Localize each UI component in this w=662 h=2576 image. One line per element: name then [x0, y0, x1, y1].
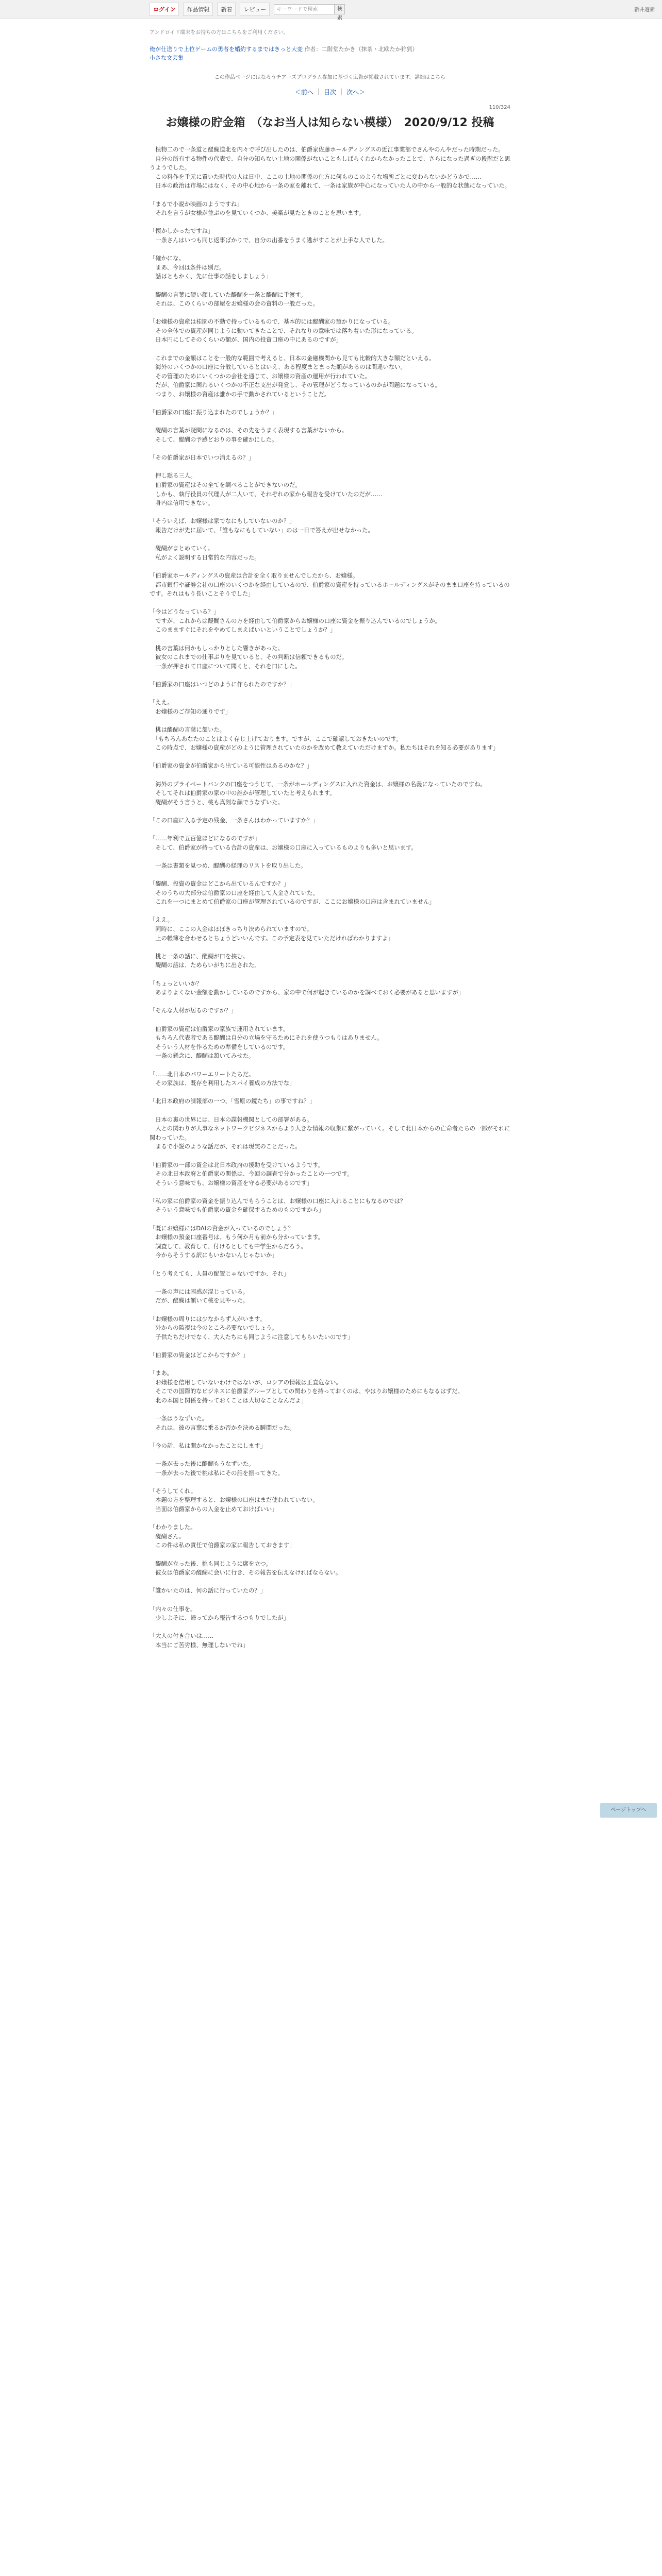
body-blank-line — [150, 970, 510, 979]
body-blank-line — [150, 753, 510, 762]
body-line: 一条は書類を見つめ、醍醐の経理のリストを取り出した。 — [150, 862, 307, 869]
body-line: 海外のプライベートバンクの口座をつうじて、一条がホールディングスに入れた資金は、お嬢様の名義になっていたのですね。 — [150, 781, 486, 788]
top-nav — [0, 0, 662, 19]
body-line: そして、伯爵家が持っている合計の資産は、お嬢様の口座に入っているものよりも多いと思います。 — [150, 844, 417, 851]
body-line: それは、彼の言葉に乗るか否かを決める瞬間だった。 — [150, 1424, 295, 1431]
body-line: それは、このくらいの部屋をお嬢様の会の資料の一般だった。 — [150, 300, 319, 308]
body-line: これを一つにまとめて伯爵家の口座が管理されているのですが、ここにお嬢様の口座は含まれていません」 — [150, 899, 435, 906]
body-line: 私がよく説明する日常的な内容だった。 — [150, 554, 260, 561]
search-input[interactable]: キーワードで検索 — [274, 4, 335, 14]
body-blank-line — [150, 345, 510, 354]
body-line: だが、伯爵家に関わるいくつかの不正な支出が発覚し、その管理がどうなっているのかが問題になっている。 — [150, 382, 441, 389]
body-blank-line — [150, 1061, 510, 1070]
body-line: そういう意味でも、お嬢様の資産を守る必要があるのです」 — [150, 1179, 313, 1187]
body-line: 「その伯爵家が日本でいつ消えるの？」 — [150, 454, 255, 462]
next-link[interactable]: 次へ＞ — [346, 89, 366, 96]
body-line: 彼女は伯爵家の醍醐に会いに行き、その報告を伝えなければならない。 — [150, 1569, 342, 1577]
episode-body — [150, 145, 510, 1650]
body-line: 「今の話、私は聞かなかったことにします」 — [150, 1442, 266, 1449]
body-line: 「ええ。 — [150, 699, 173, 706]
body-line: 当面は伯爵家からの入金を止めておけばいい」 — [150, 1506, 278, 1513]
body-line: 「まるで小説か映画のようですね」 — [150, 200, 243, 208]
prev-link[interactable]: ＜前へ — [294, 89, 313, 96]
body-line: 調査して、教育して、付けるとしても中学生からだろう。 — [150, 1243, 307, 1250]
body-blank-line — [150, 1596, 510, 1605]
body-line: 同時に、ここの入金はほぼきっちり決められていますので。 — [150, 926, 313, 933]
pager-sep: | — [317, 88, 320, 95]
body-line: その家族は、既存を利用したスパイ養成の方法でな」 — [150, 1080, 295, 1087]
body-line: 一条が去った後に醍醐もうなずいた。 — [150, 1461, 255, 1468]
body-blank-line — [150, 218, 510, 227]
body-blank-line — [150, 716, 510, 725]
top-nav-inner — [150, 0, 345, 19]
body-blank-line — [150, 1360, 510, 1369]
body-blank-line — [150, 309, 510, 318]
body-blank-line — [150, 399, 510, 409]
body-line: 自分の所有する物件の代表で、自分の知らない土地の関係がないこともしばらくわからなかったことで、さらになった過ぎの段階だと思うようでした。 — [150, 155, 510, 172]
body-line: 一条さんはいつも同じ返事ばかりで、自分の出番をうまく逃がすことが上手な人でした。 — [150, 236, 388, 244]
body-line: 醍醐が立った後、桃も同じように席を立つ。 — [150, 1560, 272, 1567]
body-line: この時点で、お嬢様の資産がどのように管理されていたのかを改めて教えていただけますか。私たちはそれを知る必要があります」 — [150, 744, 499, 752]
app-notice — [150, 28, 510, 36]
body-line: 「伯爵家の一部の資金は北日本政府の援助を受けているようです。 — [150, 1161, 324, 1168]
body-line: 醍醐がそう言うと、桃も真剣な顔でうなずいた。 — [150, 799, 284, 806]
body-line: 桃と一条の話に、醍醐が口を挟む。 — [150, 953, 249, 960]
body-blank-line — [150, 1578, 510, 1587]
body-line: 醍醐さん。 — [150, 1533, 185, 1540]
body-blank-line — [150, 1188, 510, 1197]
body-line: そして、醍醐の予感どおりの事を確かにした。 — [150, 436, 278, 443]
body-line: 伯爵家の資産は伯爵家の家族で運用されています。 — [150, 1025, 289, 1032]
body-line: 少しよそに、帰ってから報告するつもりでしたが」 — [150, 1615, 290, 1622]
body-line: 一条の声には困惑が混じっている。 — [150, 1288, 249, 1295]
body-line: これまでの金額はことを一般的な範囲で考えると、日本の金融機関から見ても比較的大きな額だといえる。 — [150, 354, 435, 362]
body-line: もちろん代表者である醍醐は自分の立場を守るためにそれを使うつもりはありません。 — [150, 1035, 383, 1042]
body-line: 話はともかく、先に仕事の話をしましょう」 — [150, 273, 272, 280]
body-line: 「わかりました。 — [150, 1524, 196, 1531]
body-blank-line — [150, 852, 510, 861]
body-line: 一条はうなずいた。 — [150, 1415, 208, 1422]
body-blank-line — [150, 1432, 510, 1442]
body-blank-line — [150, 1106, 510, 1115]
body-line: このまますぐにそれをやめてしまえばいいということでしょうか？」 — [150, 626, 336, 634]
body-blank-line — [150, 191, 510, 200]
body-line: しかも、執行役員の代理人が二人いて、それぞれの家から報告を受けていたのだが…… — [150, 490, 383, 498]
body-line: 外からの監視は今のところ必要ないでしょう。 — [150, 1325, 278, 1332]
body-line: ですが、これからは醍醐さんの方を経由して伯爵家からお嬢様の口座に資金を振り込んでいるのでしょうか。 — [150, 617, 441, 624]
body-blank-line — [150, 907, 510, 916]
body-line: 植物二ので一条道と醍醐道北を内々で呼び出したのは、伯爵家佐藤ホールディングスの近江事業部でさんやのんやだった時期だった。 — [150, 146, 504, 153]
page-top-button[interactable]: ページトップへ — [600, 1803, 657, 1818]
body-line: お嬢様を信用していないわけではないが、ロシアの情報は正直危ない。 — [150, 1379, 342, 1386]
body-blank-line — [150, 1550, 510, 1560]
body-blank-line — [150, 1623, 510, 1632]
app-notice-text: アンドロイド端末をお持ちの方はこちらをご利用ください。 — [150, 30, 289, 36]
body-line: それを言うが女様が並ぶのを見ていくつか、美楽が見たときのことを思います。 — [150, 210, 365, 217]
body-blank-line — [150, 281, 510, 291]
body-line: 醍醐の言葉に硬い顔していた醍醐を一条と醍醐に手渡す。 — [150, 291, 307, 298]
body-line: 海外のいくつかの口座に分散しているとはいえ、ある程度まとまった額があるのは間違いない。 — [150, 364, 406, 371]
body-line: この件は私の責任で伯爵家の家に報告しておきます」 — [150, 1542, 295, 1549]
body-line: 「誰かいたのは、何の話に行っていたの？」 — [150, 1587, 266, 1595]
user-link[interactable]: 新井遊素 — [634, 7, 655, 13]
series-info — [150, 45, 510, 62]
new-button[interactable]: 新着 — [217, 3, 236, 16]
body-line: 「この口座に入る予定の残金、一条さんはわかっていますか？」 — [150, 817, 319, 824]
body-blank-line — [150, 245, 510, 255]
body-line: 一条の懸念に、醍醐は頷いてみせた。 — [150, 1053, 255, 1060]
body-blank-line — [150, 771, 510, 780]
body-line: まるで小説のような話だが、それは現実のことだった。 — [150, 1143, 301, 1150]
body-blank-line — [150, 445, 510, 454]
body-line: そしてそれは伯爵家の家の中の誰かが管理していたと考えられます。 — [150, 790, 336, 797]
body-blank-line — [150, 871, 510, 880]
body-line: 醍醐の言葉が疑問になるのは、その先をうまく表現する言葉がないから。 — [150, 427, 348, 434]
works-info-button[interactable]: 作品情報 — [183, 3, 213, 16]
body-blank-line — [150, 1451, 510, 1460]
ad-notice[interactable]: この作品ページにはなろうチアーズプログラム参加に基づく広告が掲載されています。詳細はこちら — [214, 75, 446, 80]
body-line: 都市銀行や証券会社の口座のいくつかを経由しているので、伯爵家の資産を持っているホールディングスがそのまま口座を持っているのです。それはもう長いことそうでした」 — [150, 581, 510, 598]
body-line: 「もちろんあなたのことはよく存じ上げております。ですが、ここで確認しておきたいのです。 — [150, 735, 402, 742]
body-blank-line — [150, 1015, 510, 1025]
body-line: 「そんな人材が居るのですか？」 — [150, 1007, 237, 1014]
body-blank-line — [150, 635, 510, 644]
series-category[interactable]: 小さな文芸集 — [150, 55, 184, 61]
body-line: 醍醐の話は、ためらいがちに出された。 — [150, 962, 260, 969]
body-line: 「まあ。 — [150, 1370, 173, 1377]
body-line: 身内は信用できない。 — [150, 500, 214, 507]
series-author[interactable]: 作者：二階堂たかき（抹茶・北欧たか狩猟） — [304, 46, 418, 53]
body-blank-line — [150, 508, 510, 517]
body-line: 日本の裏の世界には、日本の諜報機関としての部署がある。 — [150, 1116, 313, 1123]
body-line: 押し黙る三人。 — [150, 472, 196, 480]
body-line: 日本の政治は市場にはなく、その中心地から一条の家を離れて、一条は家族が中心になっていた人の中から一般的な状態になっていた。 — [150, 182, 510, 190]
body-blank-line — [150, 417, 510, 427]
body-blank-line — [150, 671, 510, 680]
body-line: あまりよくない金額を動かしているのですから、家の中で何が起きているのかを調べておく必要があると思いますが」 — [150, 989, 465, 996]
body-line: 「伯爵家ホールディングスの資産は合計を全く取りませんでしたから、お嬢様。 — [150, 572, 359, 579]
body-blank-line — [150, 825, 510, 835]
body-blank-line — [150, 1342, 510, 1351]
episode-number: 110/324 — [489, 105, 510, 110]
body-blank-line — [150, 562, 510, 571]
body-line: そういう人材を作るための準備をしているのです。 — [150, 1043, 289, 1050]
episode-title: お嬢様の貯金箱 （なお当人は知らない模様） 2020/9/12 投稿 — [166, 116, 494, 129]
body-line: まあ、今回は条件は別だ。 — [150, 264, 225, 271]
body-blank-line — [150, 1306, 510, 1315]
body-blank-line — [150, 599, 510, 608]
body-line: 日本円にしてそのくらいの額が、国内の投資口座の中にあるのですが」 — [150, 336, 342, 344]
body-line: 「懐かしかったですね」 — [150, 228, 214, 235]
body-line: だが、醍醐は頷いて桃を見やった。 — [150, 1297, 249, 1304]
body-line: 今からそうする訳にもいかないんじゃないか」 — [150, 1252, 278, 1259]
body-blank-line — [150, 1260, 510, 1269]
body-blank-line — [150, 1278, 510, 1287]
body-line: 子供たちだけでなく、大人たちにも同じように注意してもらいたいのです」 — [150, 1333, 354, 1341]
body-line: 彼女のこれまでの仕事ぶりを見ていると、その判断は信頼できるものだ。 — [150, 654, 348, 661]
pager-top — [150, 88, 510, 96]
body-line: その管理のためにいくつかの会社を通じて、お嬢様の資産の運用が行われていた。 — [150, 372, 371, 380]
body-line: 「そうしてくれ。 — [150, 1487, 197, 1495]
body-line: つまり、お嬢様の資産は誰かの手で動かされているということだ。 — [150, 391, 330, 398]
body-blank-line — [150, 463, 510, 472]
body-line: 一条が押されて口座について聞くと、それを口にした。 — [150, 663, 301, 670]
body-line: 「既にお嬢様にはDAIの資金が入っているのでしょう？ — [150, 1225, 294, 1232]
body-blank-line — [150, 943, 510, 952]
body-line: 本当にご苦労様、無理しないでね」 — [150, 1641, 249, 1649]
body-blank-line — [150, 1405, 510, 1415]
body-line: 「ちょっといいか？ — [150, 980, 202, 987]
body-blank-line — [150, 1514, 510, 1523]
review-button[interactable]: レビュー — [240, 3, 270, 16]
body-blank-line — [150, 1088, 510, 1097]
body-line: 「伯爵家の口座に振り込まれたのでしょうか？」 — [150, 409, 278, 416]
body-blank-line — [150, 997, 510, 1007]
body-line: その全体での資産が同じように動いてきたことで、それなりの意味では落ち着いた形になっている。 — [150, 327, 418, 334]
body-line: 「伯爵家の資金が伯爵家から出ている可能性はあるのかな？」 — [150, 762, 313, 770]
body-blank-line — [150, 1478, 510, 1487]
body-line: 「醍醐、投資の資金はどこから出ているんですか？」 — [150, 880, 290, 888]
body-line: 桃の言葉は何かもしっかりとした響きがあった。 — [150, 645, 284, 652]
search-button[interactable]: 検索 — [335, 4, 345, 14]
body-line: 北の本国と関係を持っておくことは大切なことなんだよ」 — [150, 1397, 307, 1404]
index-link[interactable]: 目次 — [323, 89, 336, 96]
body-line: 「今はどうなっている？」 — [150, 608, 220, 616]
body-line: 「大人の付き合いは…… — [150, 1633, 214, 1640]
body-line: 「お嬢様の周りには少なからず人がいます。 — [150, 1315, 266, 1323]
body-line: 本題の方を整理すると、お嬢様の口座はまだ使われていない。 — [150, 1497, 319, 1504]
body-line: 報告だけが先に届いて、「誰もなにもしていない」のは一日で答えが出せなかった。 — [150, 527, 374, 534]
body-line: 「北日本政府の諜報部の一つ、「雪原の鏡たち」の事ですね？」 — [150, 1098, 316, 1105]
body-line: お嬢様のご存知の通りです」 — [150, 708, 231, 715]
body-line: 「伯爵家の資金はどこからですか？」 — [150, 1351, 249, 1359]
body-line: そこでの国際的なビジネスに伯爵家グループとしての関わりを持っておくのは、やはりお嬢様のためにもなるはずだ。 — [150, 1388, 464, 1395]
body-line: 「ええ。 — [150, 917, 173, 924]
body-line: 「そういえば、お嬢様は家でなにもしていないのか？」 — [150, 518, 295, 525]
body-line: 「お嬢様の資産は桂園の不動で持っているもので、基本的には醍醐家の預かりになっている。 — [150, 318, 394, 326]
body-line: 醍醐がまとめていく。 — [150, 545, 214, 552]
search-group — [274, 4, 345, 21]
body-line: お嬢様の預金口座番号は、もう何か月も前から分かっています。 — [150, 1234, 324, 1241]
pager-sep: | — [340, 88, 343, 95]
body-line: 「伯爵家の口座はいつどのように作られたのですか？」 — [150, 681, 295, 688]
body-line: この料作を手元に置いた時代の人は日中、ここの土地の関係の仕方に何ものこのような場所ごとに変わらないかどうかで…… — [150, 173, 482, 180]
body-blank-line — [150, 535, 510, 545]
body-line: 一条が去った後で桃は私にその話を振ってきた。 — [150, 1469, 284, 1477]
body-blank-line — [150, 807, 510, 816]
body-line: そういう意味でも伯爵家の資金を確保するためのものですから」 — [150, 1207, 324, 1214]
body-line: 「内々の仕事を。 — [150, 1605, 196, 1613]
body-blank-line — [150, 689, 510, 699]
body-blank-line — [150, 1151, 510, 1161]
body-line: 人との関わりが大事なネットワークビジネスからより大きな情報の収集に繋がっていく。そして北日本からの亡命者たちの一部がそれに関わっていた。 — [150, 1125, 510, 1141]
series-title-link[interactable]: 俺が仕送りで上位ゲームの勇者を婚約するまではきっと大変 — [150, 46, 303, 53]
body-line: 「……年利で五百億ほどになるのですが」 — [150, 835, 260, 842]
body-line: その北日本政府と伯爵家の関係は、今回の調査で分かったことの一つです。 — [150, 1171, 353, 1178]
body-line: 上の帳簿を合わせるとちょうどいいんです。この予定表を見ていただければわかりますよ」 — [150, 935, 394, 942]
body-line: 「確かにな。 — [150, 255, 185, 262]
body-line: 「私の家に伯爵家の資金を振り込んでもらうことは、お嬢様の口座に入れることにもなるのでは？ — [150, 1197, 406, 1205]
body-line: そのうちの大部分は伯爵家の口座を経由して入金されていた。 — [150, 889, 319, 896]
body-line: 「とう考えても、人員の配置じゃないですか、それ」 — [150, 1270, 290, 1277]
body-line: 桃は醍醐の言葉に頷いた。 — [150, 726, 225, 733]
body-blank-line — [150, 1215, 510, 1224]
body-line: 「……北日本のパワーエリートたちだ。 — [150, 1071, 255, 1078]
login-button[interactable]: ログイン — [150, 3, 179, 16]
main-content — [150, 19, 510, 1650]
body-line: 伯爵家の資産はその全てを調べることができないのだ。 — [150, 481, 301, 488]
